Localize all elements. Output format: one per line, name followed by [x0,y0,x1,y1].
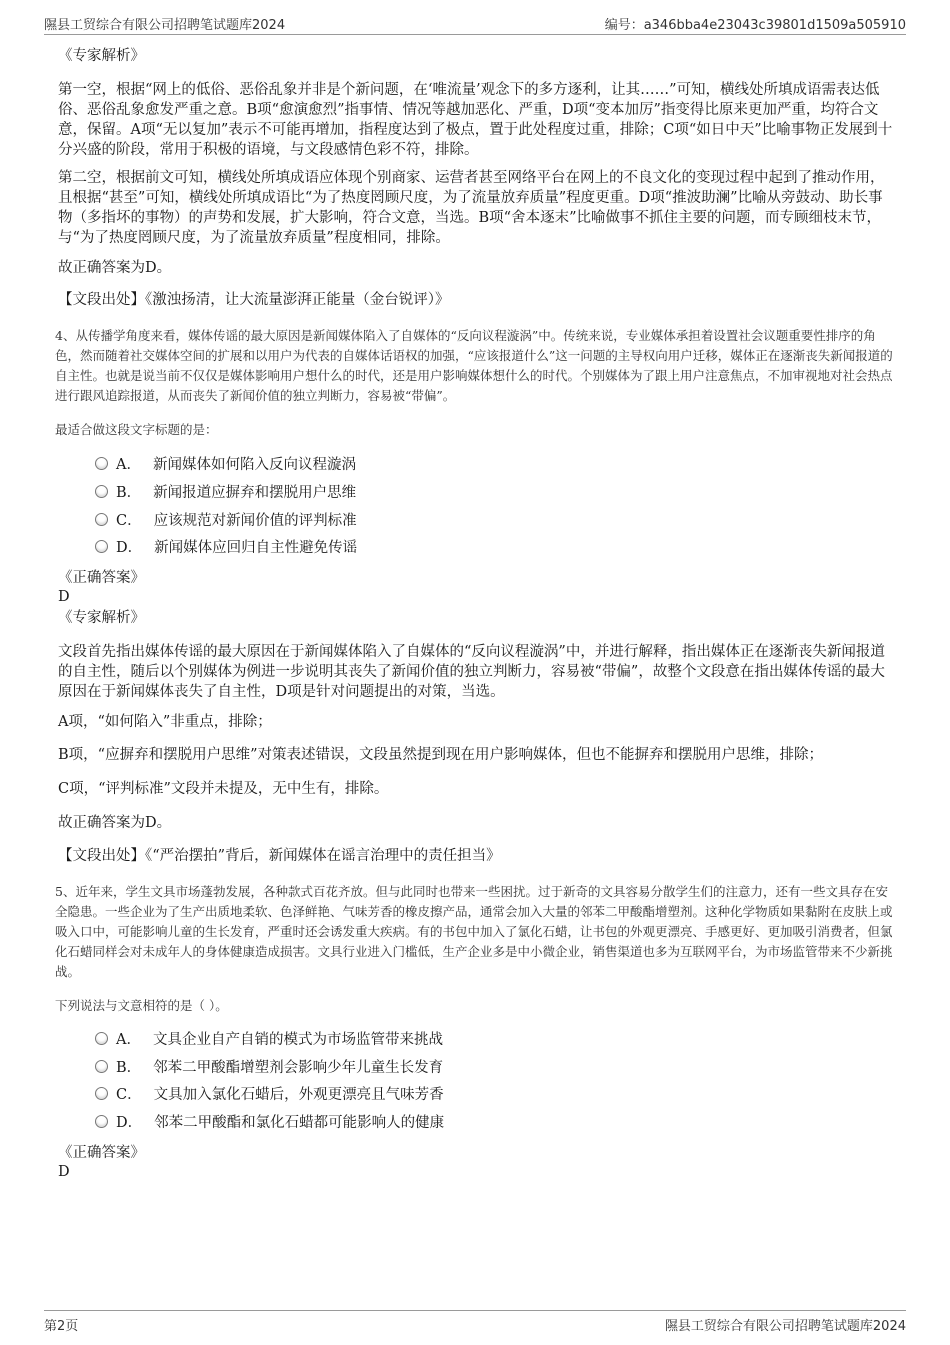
page-header [44,12,906,35]
q4-note-b: B项，“应摒弃和摆脱用户思维”对策表述错误，文段虽然提到现在用户影响媒体，但也不能摒弃和摆脱用户思维，排除； [58,747,823,763]
q4-note-c: C项，“评判标准”文段并未提及，无中生有，排除。 [58,781,389,797]
q5-option-b[interactable] [95,1058,443,1078]
header-doc-number: 编号：a346bba4e23043c39801d1509a505910 [604,18,906,33]
radio-icon[interactable] [95,1032,108,1045]
q5-option-d[interactable] [95,1113,444,1133]
radio-icon[interactable] [95,485,108,498]
radio-icon[interactable] [95,1060,108,1073]
q5-option-a[interactable] [95,1030,443,1050]
q4-option-c[interactable] [95,511,357,531]
option-key: A． [116,1032,141,1048]
option-key: C． [116,1087,142,1103]
q3-source: 【文段出处】《激浊扬清，让大流量澎湃正能量（金台锐评）》 [58,292,450,308]
option-text: 应该规范对新闻价值的评判标准 [153,513,357,529]
q5-option-c[interactable] [95,1085,444,1105]
q4-conclusion: 故正确答案为D。 [58,815,172,831]
option-key: A． [116,457,141,473]
q4-source: 【文段出处】《“严治摆拍”背后，新闻媒体在谣言治理中的责任担当》 [58,848,501,864]
q4-stem: 4、从传播学角度来看，媒体传谣的最大原因是新闻媒体陷入了自媒体的“反向议程漩涡”中。传统来说，专业媒体承担着设置社会议题重要性排序的角色，然而随着社交媒体空间的扩展和以用户为代表的自媒体话语权的加强，“应该报道什么”这一问题的主导权向用户迁移，媒体正在逐渐丧失新闻报道的自主性。也就是说当前不仅仅是媒体影响用户想什么的时代，还是用户影响媒体想什么的时代。个别媒体为了跟上用户注意焦点，不加审视地对社会热点进行跟风追踪报道，从而丧失了新闻价值的独立判断力，容易被“带偏”。 [55,328,893,403]
option-text: 文具企业自产自销的模式为市场监管带来挑战 [152,1032,443,1048]
radio-icon[interactable] [95,540,108,553]
q4-analysis-label: 《专家解析》 [58,610,145,626]
option-text: 新闻报道应摒弃和摆脱用户思维 [153,485,357,501]
q4-note-a: A项，“如何陷入”非重点，排除； [58,714,272,730]
option-text: 文具加入氯化石蜡后，外观更漂亮且气味芳香 [153,1087,444,1103]
option-text: 邻苯二甲酸酯和氯化石蜡都可能影响人的健康 [154,1115,445,1131]
q4-analysis: 文段首先指出媒体传谣的最大原因在于新闻媒体陷入了自媒体的“反向议程漩涡”中，并进行解释，指出媒体正在逐渐丧失新闻报道的自主性，随后以个别媒体为例进一步说明其丧失了新闻价值的独立判断力，容易被“带偏”，故整个文段意在指出媒体传谣的最大原因在于新闻媒体丧失了自主性，D项是针对问题提出的对策，当选。 [58,644,885,700]
q4-answer-label: 《正确答案》 [58,570,145,586]
q5-answer: D [58,1164,70,1180]
q3-analysis-label: 《专家解析》 [58,48,145,64]
footer-title: 隰县工贸综合有限公司招聘笔试题库2024 [664,1319,906,1334]
q3-conclusion: 故正确答案为D。 [58,260,172,276]
radio-icon[interactable] [95,513,108,526]
radio-icon[interactable] [95,1115,108,1128]
page-footer [44,1310,906,1333]
q4-option-b[interactable] [95,483,356,503]
footer-page-number: 第2页 [44,1319,79,1334]
option-key: B． [116,485,142,501]
q4-question: 最适合做这段文字标题的是： [55,422,218,437]
q5-question: 下列说法与文意相符的是（ ）。 [55,998,228,1013]
q4-option-d[interactable] [95,538,357,558]
q4-option-a[interactable] [95,455,356,475]
q5-answer-label: 《正确答案》 [58,1145,145,1161]
option-text: 新闻媒体应回归自主性避免传谣 [154,540,358,556]
option-key: D． [116,1115,143,1131]
option-text: 新闻媒体如何陷入反向议程漩涡 [152,457,356,473]
header-title: 隰县工贸综合有限公司招聘笔试题库2024 [44,18,286,33]
option-text: 邻苯二甲酸酯增塑剂会影响少年儿童生长发育 [153,1060,444,1076]
q4-answer: D [58,589,70,605]
q3-analysis-para1: 第一空，根据“网上的低俗、恶俗乱象并非是个新问题，在‘唯流量’观念下的多方逐利，让其……”可知，横线处所填成语需表达低俗、恶俗乱象愈发严重之意。B项“愈演愈烈”指事情、情况等越加恶化、严重，D项“变本加厉”指变得比原来更加严重，均符合文意，保留。A项“无以复加”表示不可能再增加，指程度达到了极点，置于此处程度过重，排除；C项“如日中天”比喻事物正发展到十分兴盛的阶段，常用于积极的语境，与文段感情色彩不符，排除。 [58,82,893,158]
option-key: C． [116,513,142,529]
q3-analysis-para2: 第二空，根据前文可知，横线处所填成语应体现个别商家、运营者甚至网络平台在网上的不良文化的变现过程中起到了推动作用，且根据“甚至”可知，横线处所填成语比“为了热度罔顾尺度，为了流量放弃质量”程度更重。D项“推波助澜”比喻从旁鼓动、助长事物（多指坏的事物）的声势和发展，扩大影响，符合文意，当选。B项“舍本逐末”比喻做事不抓住主要的问题，而专顾细枝末节，与“为了热度罔顾尺度，为了流量放弃质量”程度相同，排除。 [58,170,885,246]
option-key: B． [116,1060,142,1076]
radio-icon[interactable] [95,457,108,470]
option-key: D． [116,540,143,556]
radio-icon[interactable] [95,1087,108,1100]
q5-stem: 5、近年来，学生文具市场蓬勃发展，各种款式百花齐放。但与此同时也带来一些困扰。过于新奇的文具容易分散学生们的注意力，还有一些文具存在安全隐患。一些企业为了生产出质地柔软、色泽鲜艳、气味芳香的橡皮擦产品，通常会加入大量的邻苯二甲酸酯增塑剂。这种化学物质如果黏附在皮肤上或吸入口中，可能影响儿童的生长发育，严重时还会诱发重大疾病。有的书包中加入了氯化石蜡，让书包的外观更漂亮、手感更好、更加吸引消费者，但氯化石蜡同样会对未成年人的身体健康造成损害。文具行业进入门槛低，生产企业多是中小微企业，销售渠道也多为互联网平台，为市场监管带来不少新挑战。 [55,884,893,979]
